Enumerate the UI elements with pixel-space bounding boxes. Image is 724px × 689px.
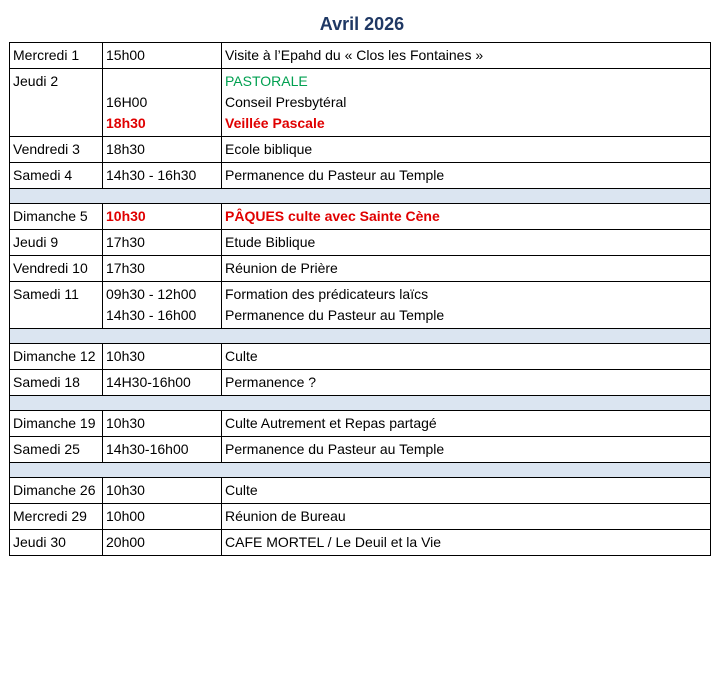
week-separator <box>10 463 711 478</box>
event-line: Visite à l’Epahd du « Clos les Fontaines » <box>225 47 484 63</box>
event-row <box>10 256 711 282</box>
week-separator <box>10 396 711 411</box>
day-cell: Samedi 25 <box>10 437 103 463</box>
time-line: 14H30-16h00 <box>106 374 191 390</box>
separator-cell <box>10 463 711 478</box>
event-line: Ecole biblique <box>225 141 313 157</box>
day-cell: Samedi 18 <box>10 370 103 396</box>
separator-cell <box>10 329 711 344</box>
event-line: Formation des prédicateurs laïcs <box>225 286 429 302</box>
time-line: 14h30-16h00 <box>106 441 189 457</box>
time-cell <box>103 230 222 256</box>
time-line: 14h30 - 16h30 <box>106 167 197 183</box>
time-cell <box>103 344 222 370</box>
time-cell <box>103 530 222 556</box>
week-separator <box>10 329 711 344</box>
day-cell: Dimanche 5 <box>10 204 103 230</box>
separator-cell <box>10 189 711 204</box>
event-row <box>10 530 711 556</box>
time-line: 14h30 - 16h00 <box>106 307 197 323</box>
time-cell <box>103 282 222 329</box>
time-line: 10h30 <box>106 482 145 498</box>
event-cell <box>222 411 711 437</box>
event-cell <box>222 69 711 137</box>
event-cell <box>222 530 711 556</box>
event-line: Veillée Pascale <box>225 115 325 131</box>
time-cell <box>103 43 222 69</box>
time-line: 10h30 <box>106 208 146 224</box>
event-cell <box>222 370 711 396</box>
time-line <box>106 71 218 92</box>
day-cell: Vendredi 10 <box>10 256 103 282</box>
event-line: PASTORALE <box>225 73 308 89</box>
time-cell <box>103 411 222 437</box>
time-line: 18h30 <box>106 115 146 131</box>
calendar-body <box>10 43 711 556</box>
event-cell <box>222 478 711 504</box>
event-line: PÂQUES culte avec Sainte Cène <box>225 208 440 224</box>
event-row <box>10 282 711 329</box>
time-line: 17h30 <box>106 260 145 276</box>
time-line: 17h30 <box>106 234 145 250</box>
event-line: Culte Autrement et Repas partagé <box>225 415 437 431</box>
event-line: Permanence du Pasteur au Temple <box>225 167 445 183</box>
page-title: Avril 2026 <box>319 14 405 34</box>
week-separator <box>10 189 711 204</box>
time-line: 10h00 <box>106 508 145 524</box>
time-line: 18h30 <box>106 141 145 157</box>
event-row <box>10 137 711 163</box>
event-line: Réunion de Bureau <box>225 508 346 524</box>
event-cell <box>222 282 711 329</box>
day-cell: Samedi 4 <box>10 163 103 189</box>
event-cell <box>222 230 711 256</box>
time-cell <box>103 204 222 230</box>
event-cell <box>222 43 711 69</box>
day-cell: Jeudi 2 <box>10 69 103 137</box>
event-cell <box>222 504 711 530</box>
time-cell <box>103 437 222 463</box>
time-line: 15h00 <box>106 47 145 63</box>
time-line: 16H00 <box>106 94 148 110</box>
calendar-table <box>9 42 711 556</box>
event-line: Permanence ? <box>225 374 317 390</box>
event-cell <box>222 437 711 463</box>
event-row <box>10 370 711 396</box>
event-line: Culte <box>225 482 258 498</box>
event-line: Permanence du Pasteur au Temple <box>225 307 445 323</box>
event-line: Conseil Presbytéral <box>225 94 347 110</box>
time-cell <box>103 137 222 163</box>
event-row <box>10 43 711 69</box>
time-cell <box>103 256 222 282</box>
time-line: 10h30 <box>106 348 145 364</box>
time-cell <box>103 69 222 137</box>
event-cell <box>222 163 711 189</box>
time-line: 20h00 <box>106 534 145 550</box>
day-cell: Samedi 11 <box>10 282 103 329</box>
event-cell <box>222 344 711 370</box>
time-line: 09h30 - 12h00 <box>106 286 197 302</box>
event-line: CAFE MORTEL / Le Deuil et la Vie <box>225 534 442 550</box>
event-line: Réunion de Prière <box>225 260 338 276</box>
event-line: Etude Biblique <box>225 234 316 250</box>
event-row <box>10 478 711 504</box>
event-cell <box>222 204 711 230</box>
day-cell: Vendredi 3 <box>10 137 103 163</box>
event-line: Permanence du Pasteur au Temple <box>225 441 445 457</box>
time-cell <box>103 504 222 530</box>
day-cell: Mercredi 1 <box>10 43 103 69</box>
event-row <box>10 69 711 137</box>
day-cell: Jeudi 30 <box>10 530 103 556</box>
separator-cell <box>10 396 711 411</box>
time-cell <box>103 163 222 189</box>
day-cell: Dimanche 19 <box>10 411 103 437</box>
event-row <box>10 504 711 530</box>
event-cell <box>222 256 711 282</box>
day-cell: Mercredi 29 <box>10 504 103 530</box>
day-cell: Jeudi 9 <box>10 230 103 256</box>
event-cell <box>222 137 711 163</box>
event-row <box>10 344 711 370</box>
event-row <box>10 163 711 189</box>
time-line: 10h30 <box>106 415 145 431</box>
day-cell: Dimanche 26 <box>10 478 103 504</box>
day-cell: Dimanche 12 <box>10 344 103 370</box>
event-row <box>10 204 711 230</box>
event-row <box>10 411 711 437</box>
event-line: Culte <box>225 348 258 364</box>
event-row <box>10 230 711 256</box>
time-cell <box>103 478 222 504</box>
time-cell <box>103 370 222 396</box>
event-row <box>10 437 711 463</box>
